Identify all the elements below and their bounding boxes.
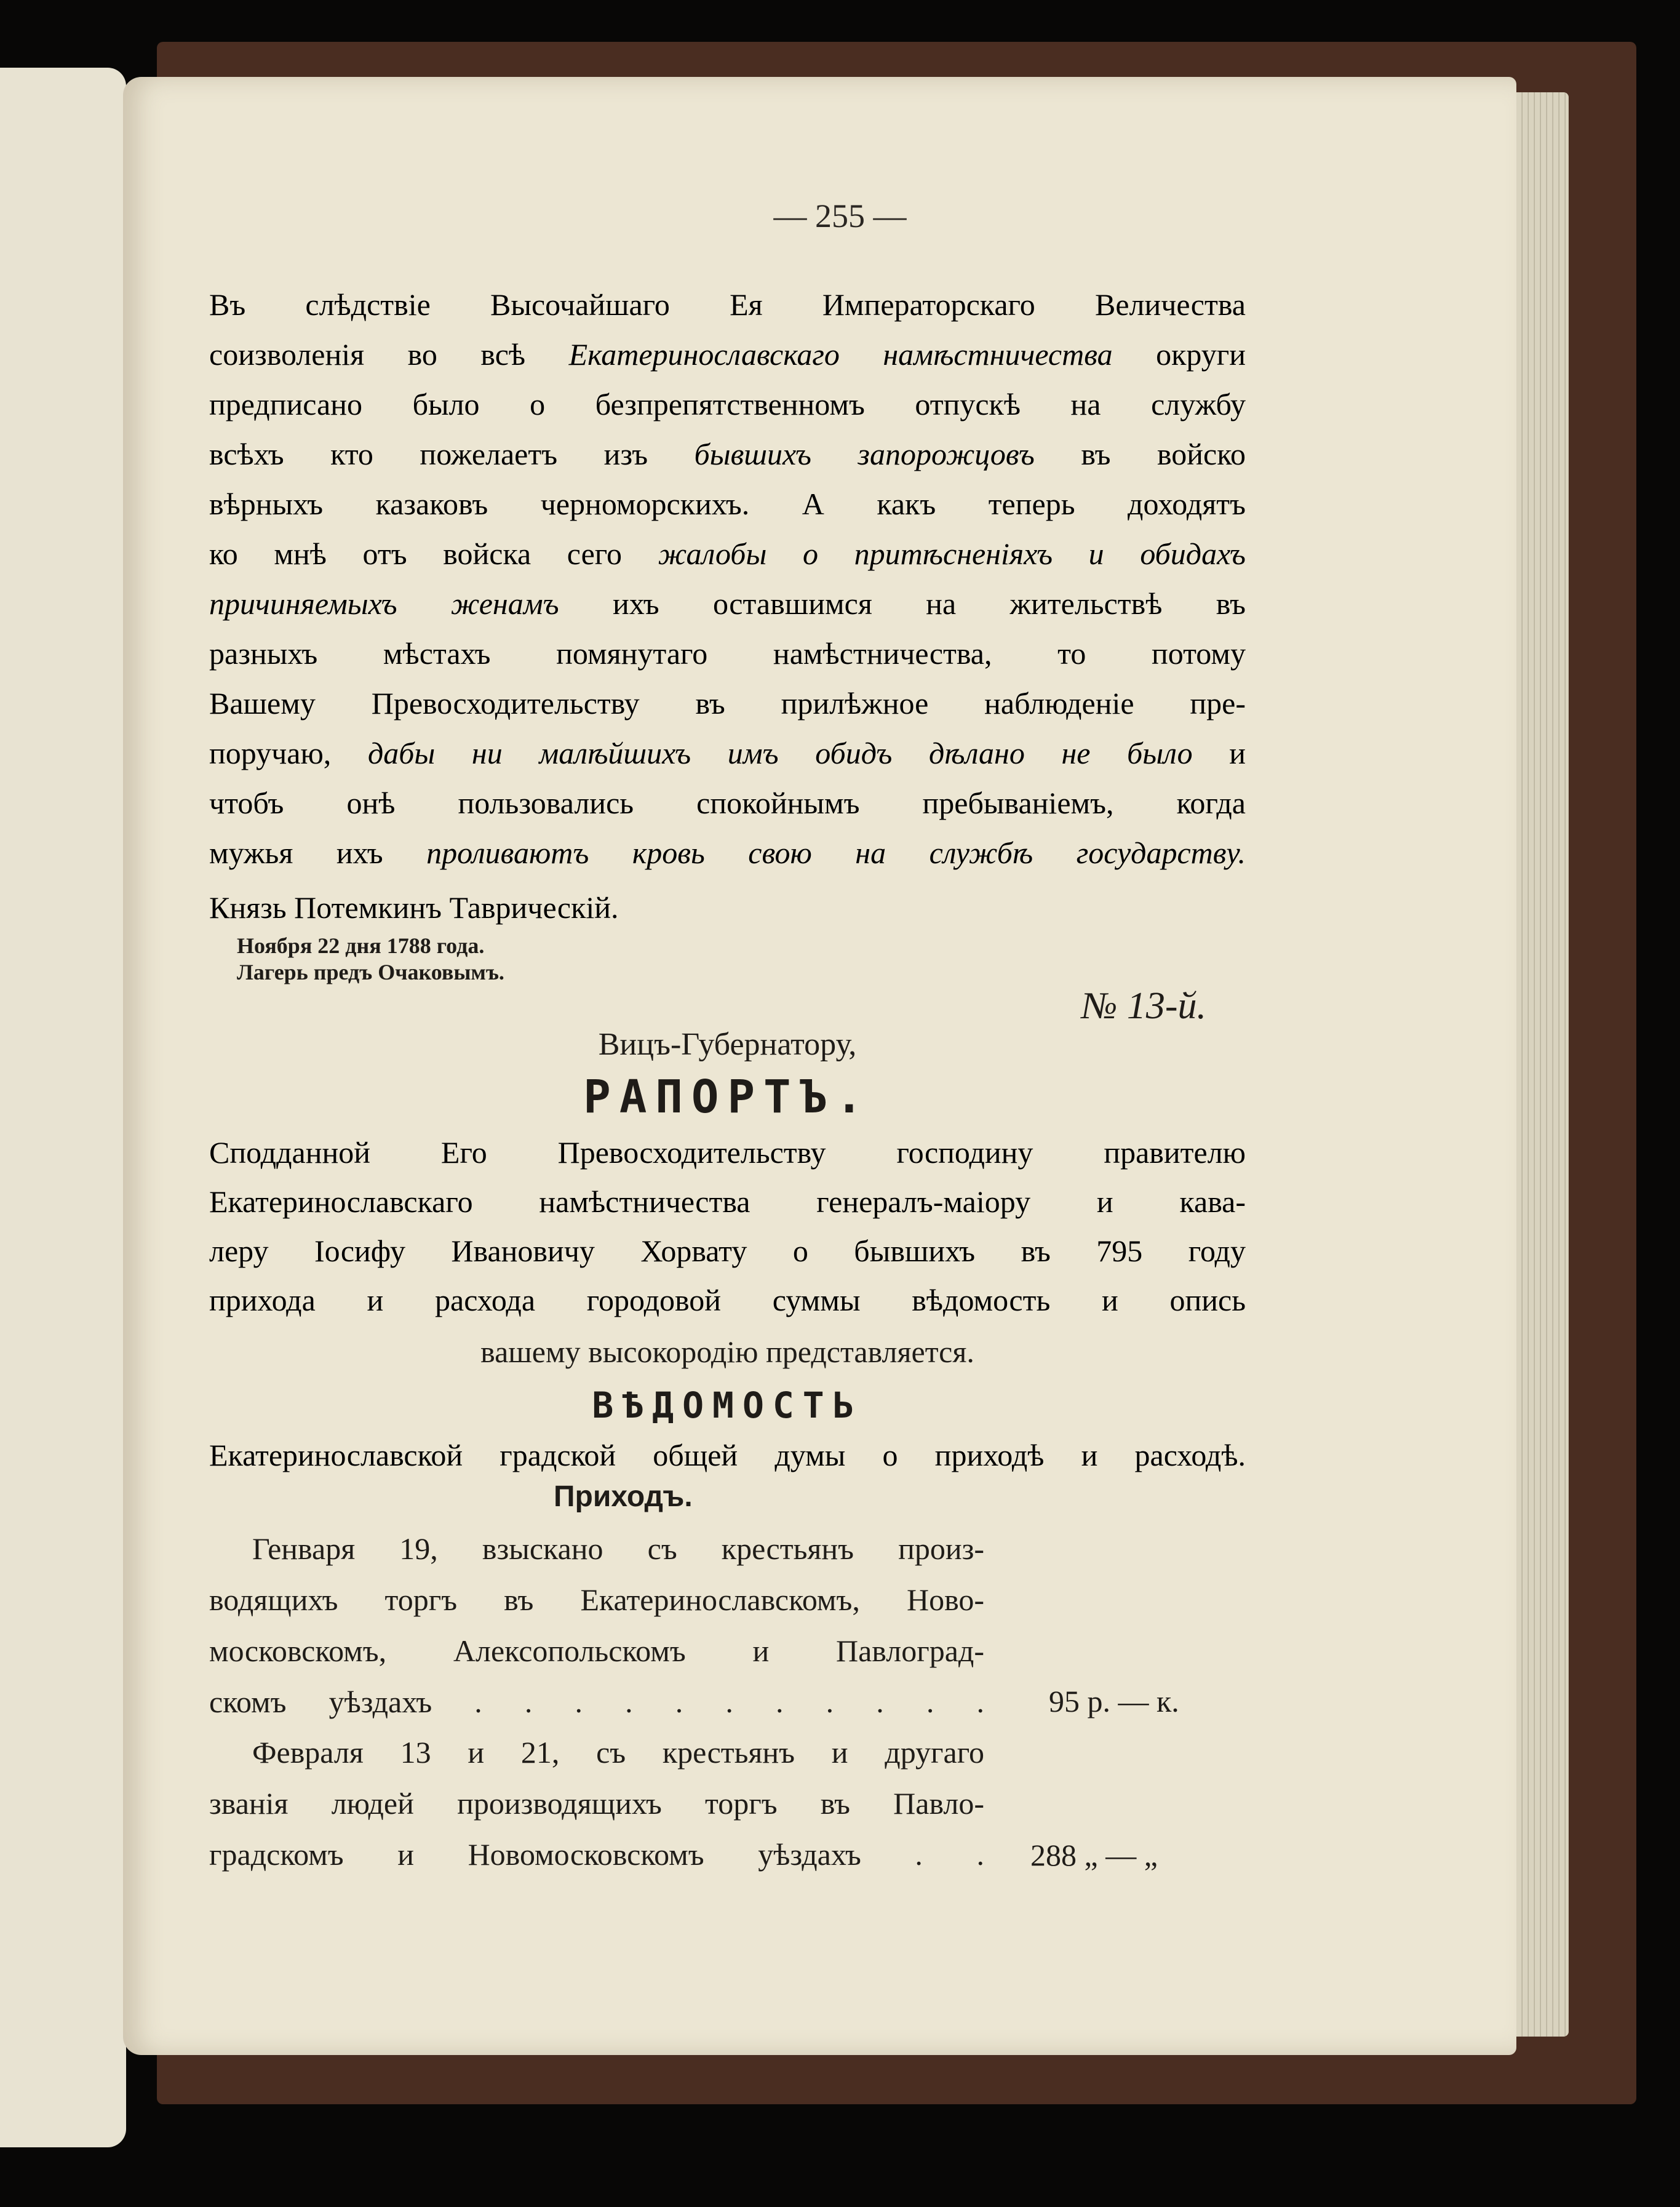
letter-line [209, 436, 1246, 473]
letter-line [209, 535, 1246, 572]
italic-run: жалобы о притѣсненіяхъ и обидахъ [658, 537, 1246, 571]
text-run: ко мнѣ отъ войска сего [209, 537, 658, 571]
vedomost-title: ВѢДОМОСТЬ [592, 1384, 863, 1426]
letter-line [209, 784, 1246, 821]
report-line: леру Іосифу Ивановичу Хорвату о бывшихъ въ 795 году [209, 1234, 1246, 1268]
letter-line [209, 735, 1246, 772]
entry-line: московскомъ, Алексопольскомъ и Павлоград- [209, 1634, 984, 1668]
text-run: ихъ оставшимся на жительствѣ въ [559, 586, 1246, 621]
entry-line: Февраля 13 и 21, съ крестьянъ и другаго [252, 1735, 984, 1770]
entry-line: водящихъ торгъ въ Екатеринославскомъ, Ново- [209, 1582, 984, 1617]
place-line: Лагерь предъ Очаковымъ. [237, 960, 504, 984]
income-amount-2: 288 „ — „ [1030, 1838, 1158, 1872]
italic-run: проливаютъ кровь свою на службѣ государству. [426, 836, 1246, 870]
letter-line [209, 685, 1246, 722]
income-amount-1: 95 р. — к. [1049, 1684, 1179, 1718]
entry-line: градскомъ и Новомосковскомъ уѣздахъ . . [209, 1837, 984, 1872]
text-run: чтобъ онѣ пользовались спокойнымъ пребываніемъ, когда [209, 786, 1246, 820]
addressee: Вицъ-Губернатору, [598, 1027, 857, 1062]
text-run: въ войско [1034, 437, 1246, 471]
entry-line: Генваря 19, взыскано съ крестьянъ произ- [252, 1531, 984, 1566]
text-run: соизволенія во всѣ [209, 337, 569, 372]
text-run: разныхъ мѣстахъ помянутаго намѣстничества, то потому [209, 636, 1246, 671]
signature: Князь Потемкинъ Таврическій. [209, 890, 619, 925]
letter-line [209, 286, 1246, 323]
prikhod-title: Приходъ. [554, 1480, 693, 1513]
italic-run: дабы ни малѣйшихъ имъ обидъ дѣлано не было [367, 736, 1193, 770]
text-run: предписано было о безпрепятственномъ отпускѣ на службу [209, 387, 1246, 421]
entry-line: скомъ уѣздахъ . . . . . . . . . . . [209, 1685, 984, 1719]
text-run: поручаю, [209, 736, 368, 770]
letter-line [209, 585, 1246, 622]
vedomost-subtitle: Екатеринославской градской общей думы о приходѣ и расходѣ. [209, 1438, 1246, 1472]
text-run: Вашему Превосходительству въ прилѣжное наблюденіе пре- [209, 686, 1246, 720]
letter-line [209, 834, 1246, 871]
text-run: мужья ихъ [209, 836, 427, 870]
letter-line [209, 386, 1246, 423]
report-title: РАПОРТЪ. [583, 1071, 872, 1123]
italic-run: бывшихъ запорожцовъ [694, 437, 1035, 471]
text-run: всѣхъ кто пожелаетъ изъ [209, 437, 695, 471]
report-line: прихода и расхода городовой суммы вѣдомость и опись [209, 1283, 1246, 1317]
report-line: Екатеринославскаго намѣстничества генералъ-маіору и кава- [209, 1184, 1246, 1219]
italic-run: причиняемыхъ женамъ [209, 586, 559, 621]
letter-line [209, 336, 1246, 373]
text-run: вѣрныхъ казаковъ черноморскихъ. А какъ теперь доходятъ [209, 487, 1246, 521]
report-last-line: вашему высокородію представляется. [480, 1335, 974, 1369]
text-run: Въ слѣдствіе Высочайшаго Ея Императорскаго Величества [209, 287, 1246, 322]
text-run: округи [1112, 337, 1246, 372]
page-number: — 255 — [773, 198, 907, 234]
date-line: Ноября 22 дня 1788 года. [237, 933, 485, 958]
letter-line [209, 635, 1246, 672]
letter-line [209, 485, 1246, 522]
report-line: Сподданной Его Превосходительству господину правителю [209, 1135, 1246, 1170]
text-run: и [1192, 736, 1246, 770]
document-number: № 13-й. [1081, 985, 1206, 1027]
entry-line: званія людей производящихъ торгъ въ Павло- [209, 1786, 984, 1821]
italic-run: Екатеринославскаго намѣстничества [568, 337, 1113, 372]
facing-page-edge [0, 68, 126, 2147]
